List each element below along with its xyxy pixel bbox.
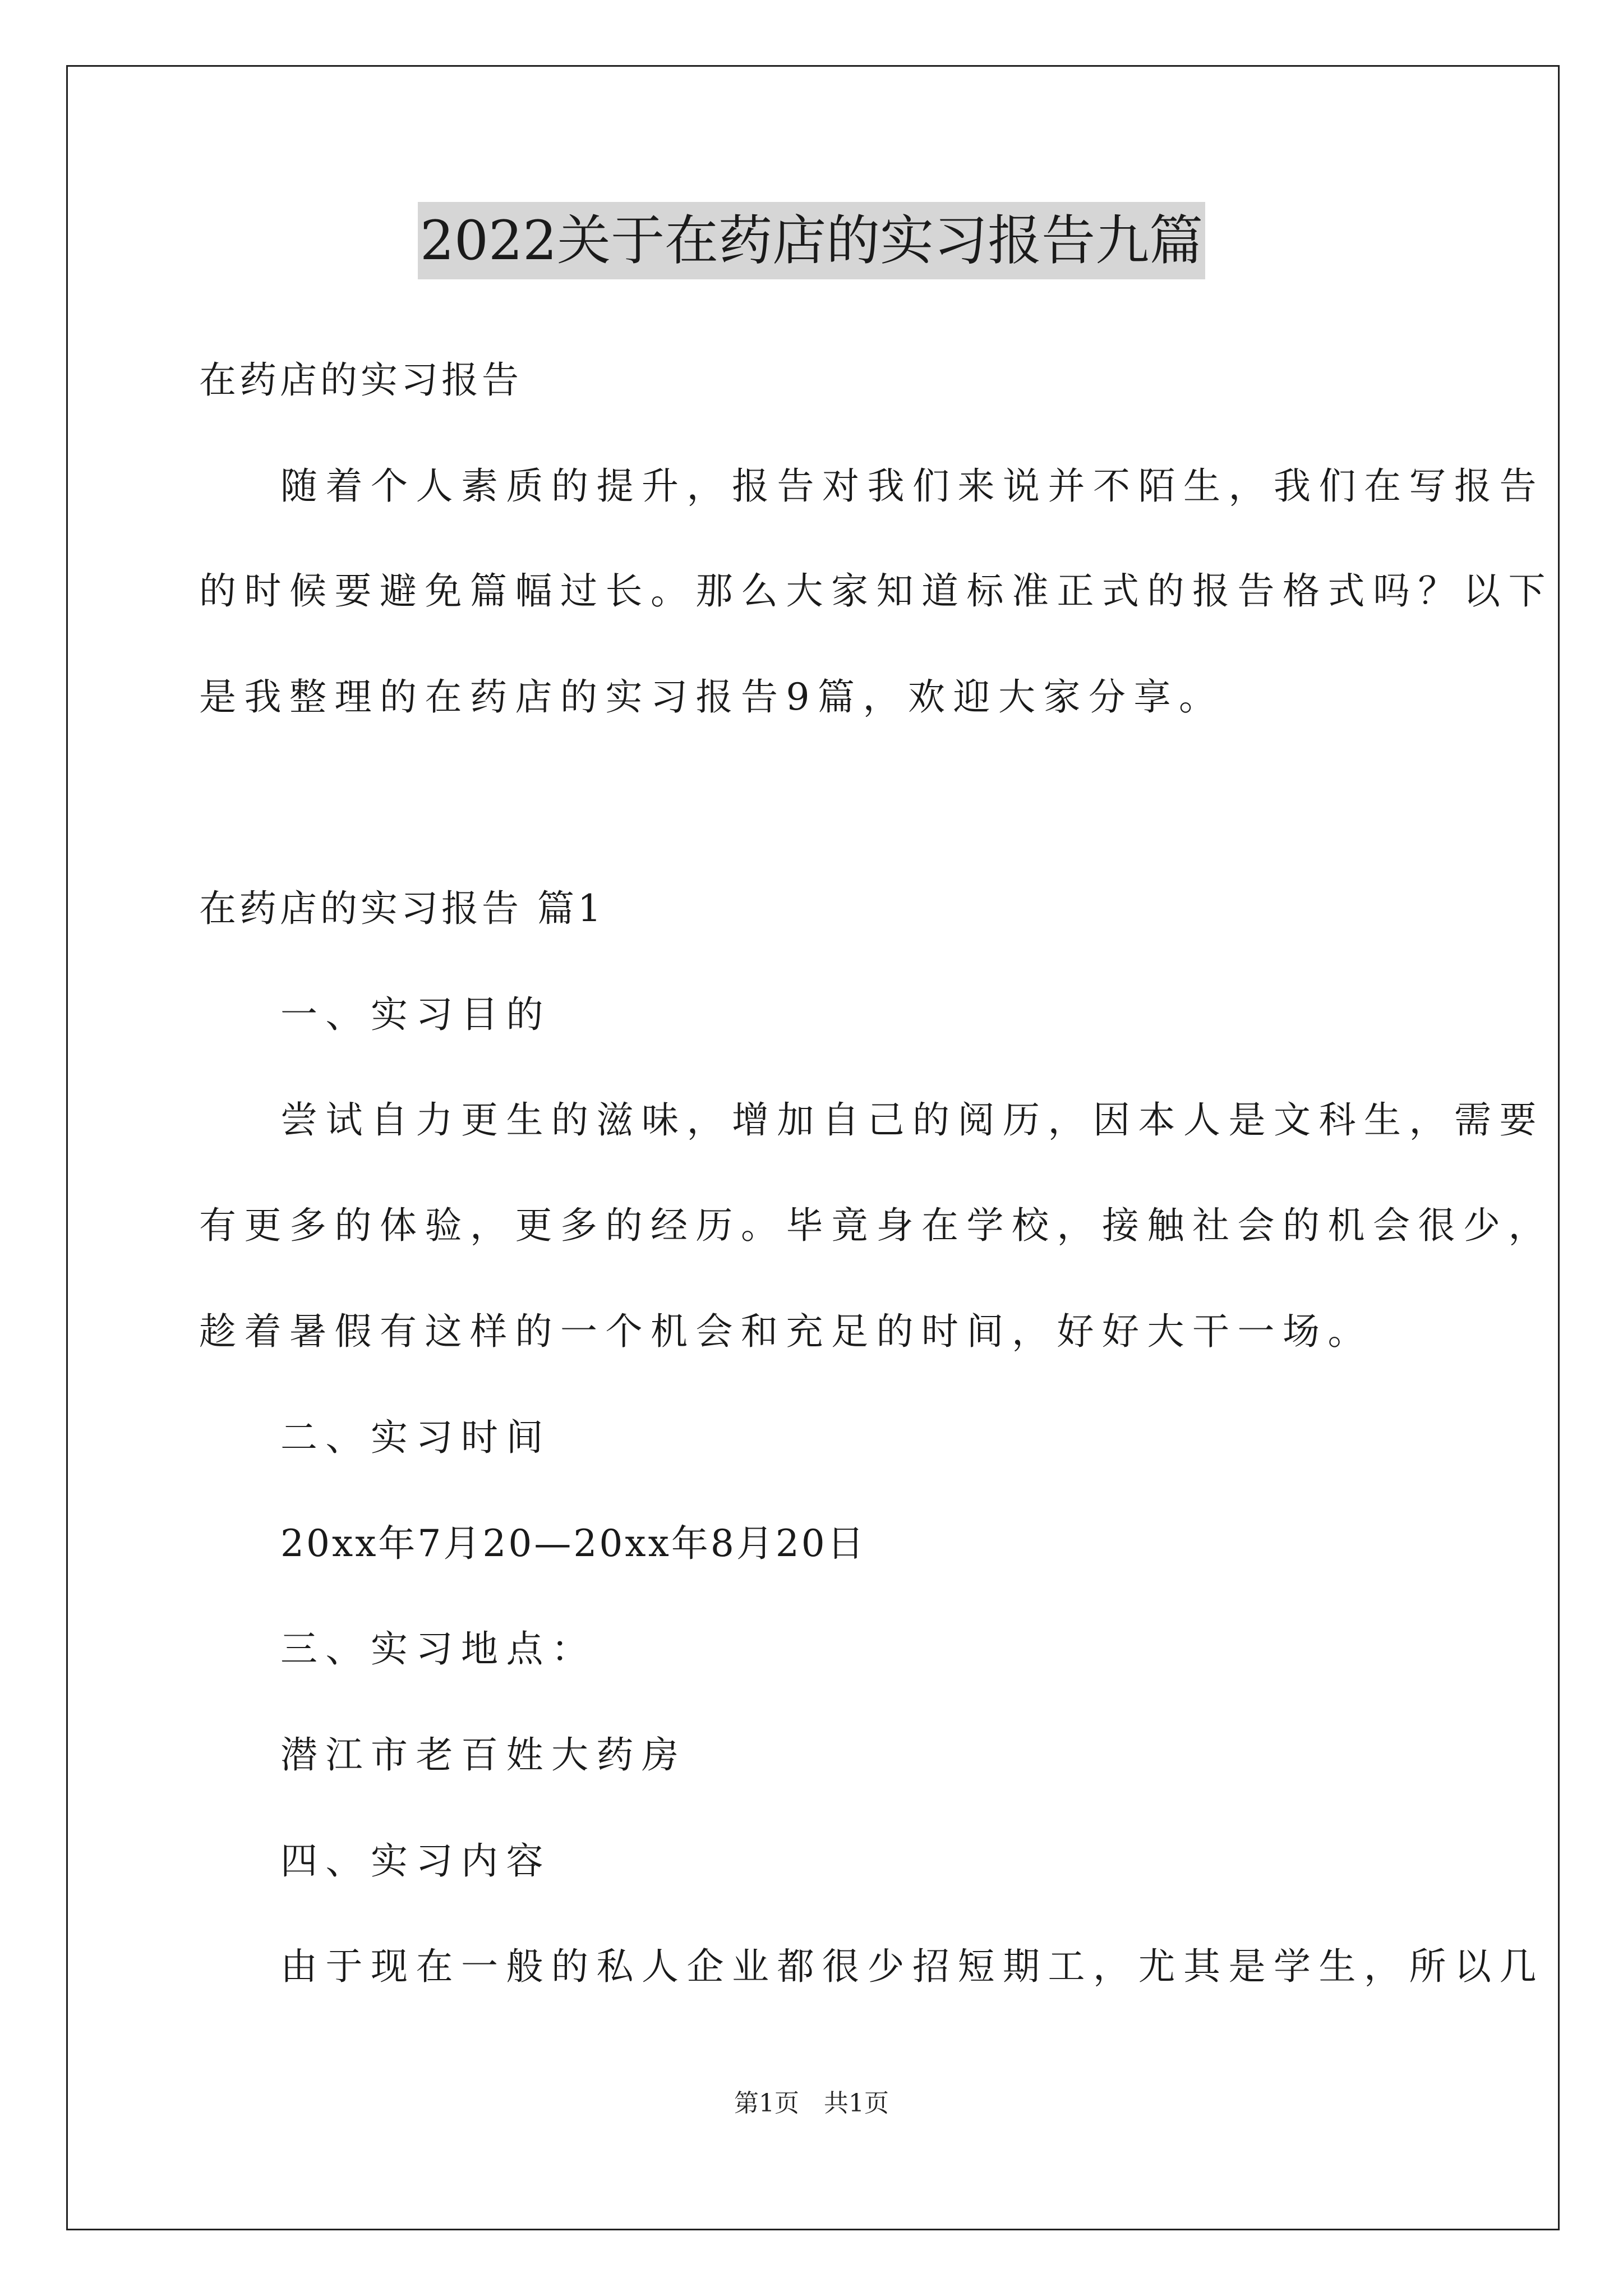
intro-heading: 在药店的实习报告 bbox=[199, 358, 522, 402]
purpose-heading: 一、实习目的 bbox=[280, 993, 551, 1036]
title-container bbox=[0, 202, 1623, 279]
page-footer: 第1页 共1页 bbox=[734, 2089, 889, 2118]
section-heading: 在药店的实习报告 篇1 bbox=[199, 887, 605, 930]
place-value: 潜江市老百姓大药房 bbox=[280, 1733, 687, 1777]
time-value: 20xx年7月20—20xx年8月20日 bbox=[280, 1522, 866, 1565]
purpose-line-3: 趁着暑假有这样的一个机会和充足的时间，好好大干一场。 bbox=[199, 1310, 1373, 1353]
content-line-1: 由于现在一般的私人企业都很少招短期工，尤其是学生，所以几 bbox=[280, 1945, 1544, 1988]
intro-line-3: 是我整理的在药店的实习报告9篇，欢迎大家分享。 bbox=[199, 675, 1224, 719]
purpose-line-1: 尝试自力更生的滋味，增加自己的阅历，因本人是文科生，需要 bbox=[280, 1098, 1544, 1142]
intro-line-2: 的时候要避免篇幅过长。那么大家知道标准正式的报告格式吗？以下 bbox=[199, 569, 1553, 613]
intro-line-1: 随着个人素质的提升，报告对我们来说并不陌生，我们在写报告 bbox=[280, 464, 1544, 508]
purpose-line-2: 有更多的体验，更多的经历。毕竟身在学校，接触社会的机会很少， bbox=[199, 1204, 1553, 1247]
document-title: 2022关于在药店的实习报告九篇 bbox=[418, 202, 1205, 279]
place-heading: 三、实习地点： bbox=[280, 1627, 597, 1671]
content-heading: 四、实习内容 bbox=[280, 1839, 551, 1883]
time-heading: 二、实习时间 bbox=[280, 1416, 551, 1459]
